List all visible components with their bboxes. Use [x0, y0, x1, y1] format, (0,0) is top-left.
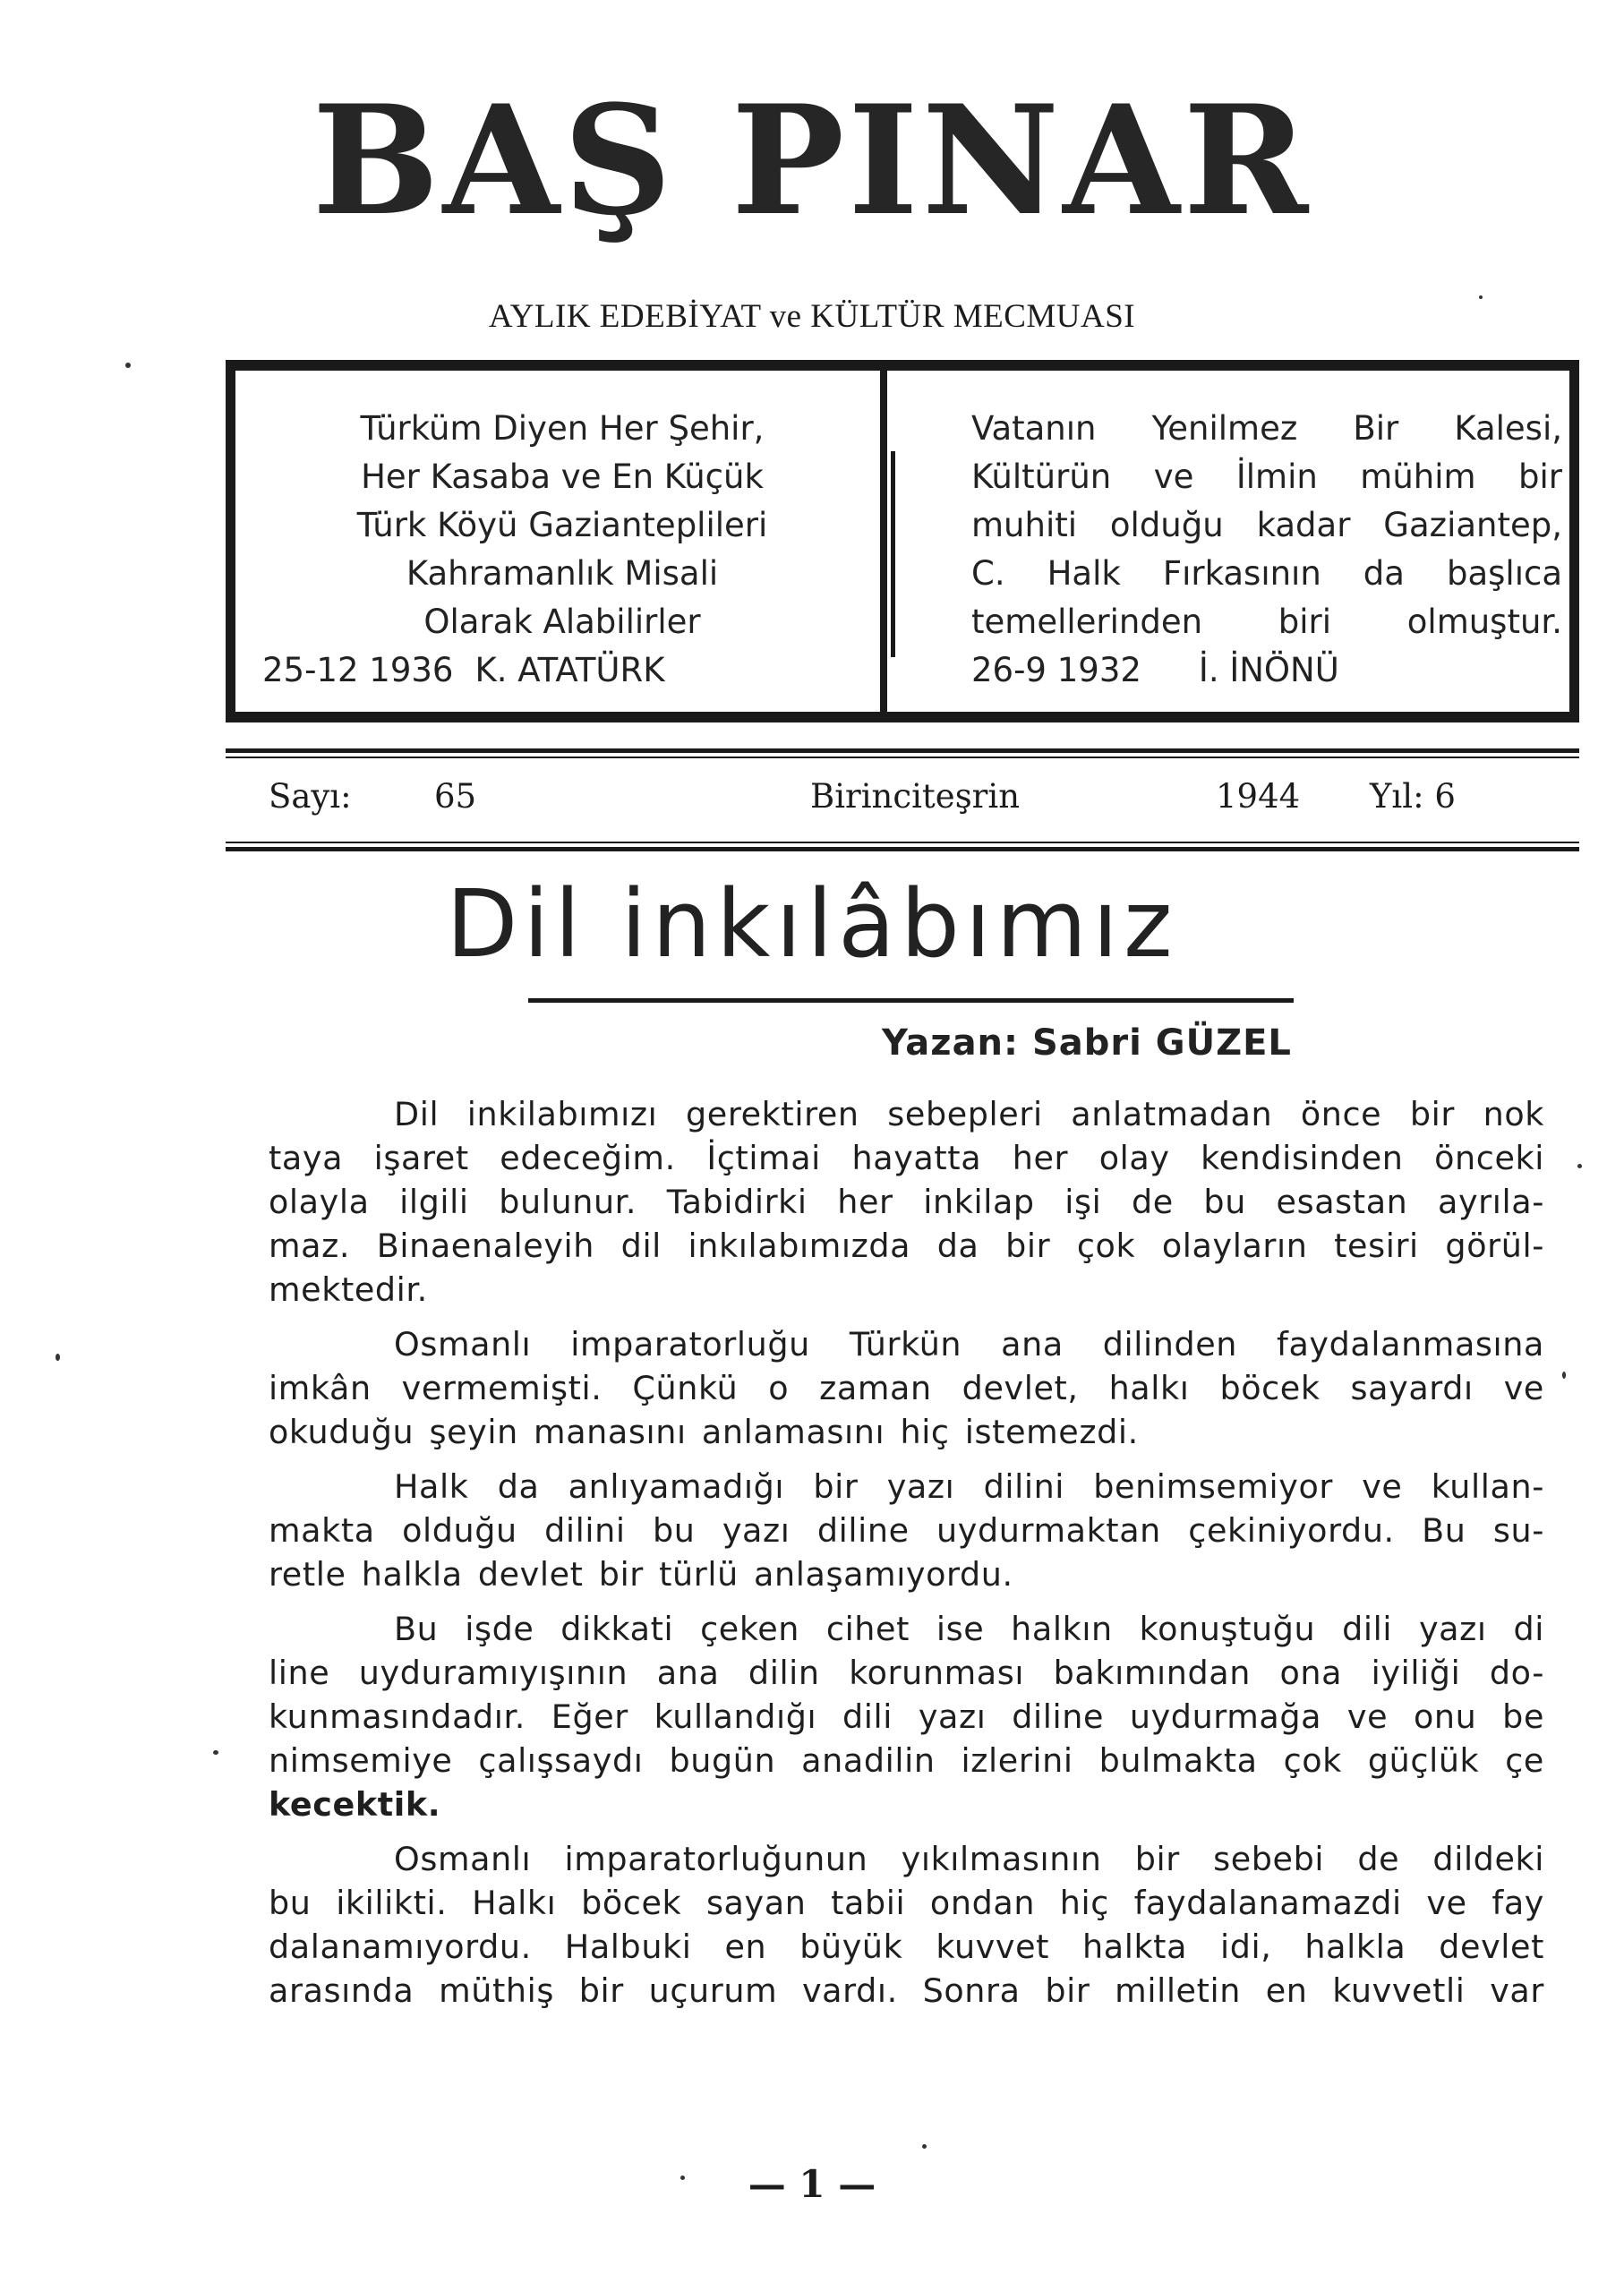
text-line: Osmanlı imparatorluğunun yıkılmasının bir sebebi de dildeki: [394, 1840, 1544, 1878]
quote-line: muhiti olduğu kadar Gaziantep,: [971, 506, 1562, 544]
text-line: kecektik.: [269, 1785, 441, 1824]
text-line: kunmasındadır. Eğer kullandığı dili yazı diline uydurmağa ve onu be: [269, 1697, 1544, 1736]
quote-line: Vatanın Yenilmez Bir Kalesi,: [971, 409, 1562, 448]
text-line: bu ikilikti. Halkı böcek sayan tabii ondan hiç faydalanamazdi ve fay: [269, 1884, 1544, 1922]
scan-speck: [1562, 1372, 1566, 1379]
paragraph: [269, 1607, 1544, 1826]
text-line: nimsemiye çalışsaydı bugün anadilin izlerini bulmakta çok güçlük çe: [269, 1741, 1544, 1780]
quote-line: Olarak Alabilirler: [423, 603, 701, 641]
text-line: mektedir.: [269, 1270, 428, 1309]
article-title: Dil inkılâbımız: [446, 869, 1178, 979]
issue-year: 1944: [1216, 777, 1301, 816]
quote-divider: [880, 371, 887, 712]
title-underline: [528, 998, 1294, 1003]
page-number: — 1 —: [748, 2162, 876, 2206]
quote-line: temellerinden biri olmuştur.: [971, 603, 1562, 641]
text-line: retle halkla devlet bir türlü anlaşamıyordu.: [269, 1555, 1013, 1594]
text-line: line uyduramıyışının ana dilin korunması bakımından ona iyiliği do-: [269, 1654, 1544, 1692]
scan-speck: [1479, 295, 1483, 299]
quote-line: Kültürün ve İlmin mühim bir: [971, 457, 1562, 496]
quote-line: C. Halk Fırkasının da başlıca: [971, 554, 1562, 593]
scan-speck: [922, 2144, 927, 2149]
issue-month: Birinciteşrin: [810, 777, 1021, 816]
rule-bottom: [226, 847, 1579, 851]
rule-top: [226, 748, 1579, 753]
paragraph: [269, 1465, 1544, 1596]
quote-signature: [262, 646, 853, 695]
ataturk-quote: [262, 405, 853, 695]
scan-speck: [680, 2176, 685, 2180]
article-body: [269, 1092, 1544, 2023]
paragraph: [269, 1322, 1544, 1454]
quote-author: İ. İNÖNÜ: [1198, 651, 1339, 689]
quote-signature: [971, 646, 1562, 695]
paragraph: [269, 1837, 1544, 2013]
quote-divider-inner: [891, 451, 895, 657]
masthead-subtitle: AYLIK EDEBİYAT ve KÜLTÜR MECMUASI: [488, 298, 1136, 335]
scan-speck: [213, 1750, 218, 1755]
quote-line: Türk Köyü Gazianteplileri: [356, 506, 768, 544]
scan-speck: [125, 363, 131, 368]
article-author: Yazan: Sabri GÜZEL: [882, 1022, 1292, 1064]
paragraph: [269, 1092, 1544, 1312]
text-line: Dil inkilabımızı gerektiren sebepleri anlatmadan önce bir nok: [394, 1095, 1544, 1133]
quote-line: Her Kasaba ve En Küçük: [361, 457, 764, 496]
masthead-title: BAŞ PINAR: [312, 72, 1312, 249]
quote-date: 26-9 1932: [971, 651, 1141, 689]
scan-speck: [1577, 1164, 1582, 1168]
text-line: taya işaret edeceğim. İçtimai hayatta her olay kendisinden önceki: [269, 1139, 1544, 1177]
rule-top-thin: [226, 757, 1579, 758]
issue-number-label: Sayı:: [269, 777, 352, 816]
text-line: Halk da anlıyamadığı bir yazı dilini benimsemiyor ve kullan-: [394, 1467, 1544, 1506]
issue-number: 65: [434, 777, 477, 816]
text-line: maz. Binaenaleyih dil inkılabımızda da bir çok olayların tesiri görül-: [269, 1227, 1544, 1265]
rule-bottom-thin: [226, 842, 1579, 843]
text-line: olayla ilgili bulunur. Tabidirki her inkilap işi de bu esastan ayrıla-: [269, 1183, 1544, 1221]
text-line: arasında müthiş bir uçurum vardı. Sonra bir milletin en kuvvetli var: [269, 1971, 1544, 2010]
quote-line: Türküm Diyen Her Şehir,: [360, 409, 765, 448]
text-line: imkân vermemişti. Çünkü o zaman devlet, halkı böcek sayardı ve: [269, 1369, 1544, 1407]
issue-volume: Yıl: 6: [1370, 777, 1456, 816]
quote-author: K. ATATÜRK: [474, 651, 665, 689]
quote-date: 25-12 1936: [262, 651, 454, 689]
text-line: okuduğu şeyin manasını anlamasını hiç istemezdi.: [269, 1413, 1139, 1451]
inonu-quote: [971, 405, 1562, 695]
scan-speck: [56, 1354, 60, 1361]
text-line: makta olduğu dilini bu yazı diline uydurmaktan çekiniyordu. Bu su-: [269, 1511, 1544, 1550]
text-line: dalanamıyordu. Halbuki en büyük kuvvet halkta idi, halkla devlet: [269, 1928, 1544, 1966]
text-line: Osmanlı imparatorluğu Türkün ana dilinden faydalanmasına: [394, 1325, 1544, 1364]
quote-box: [226, 360, 1579, 722]
text-line: Bu işde dikkati çeken cihet ise halkın konuştuğu dili yazı di: [394, 1610, 1544, 1648]
quote-line: Kahramanlık Misali: [406, 554, 719, 593]
